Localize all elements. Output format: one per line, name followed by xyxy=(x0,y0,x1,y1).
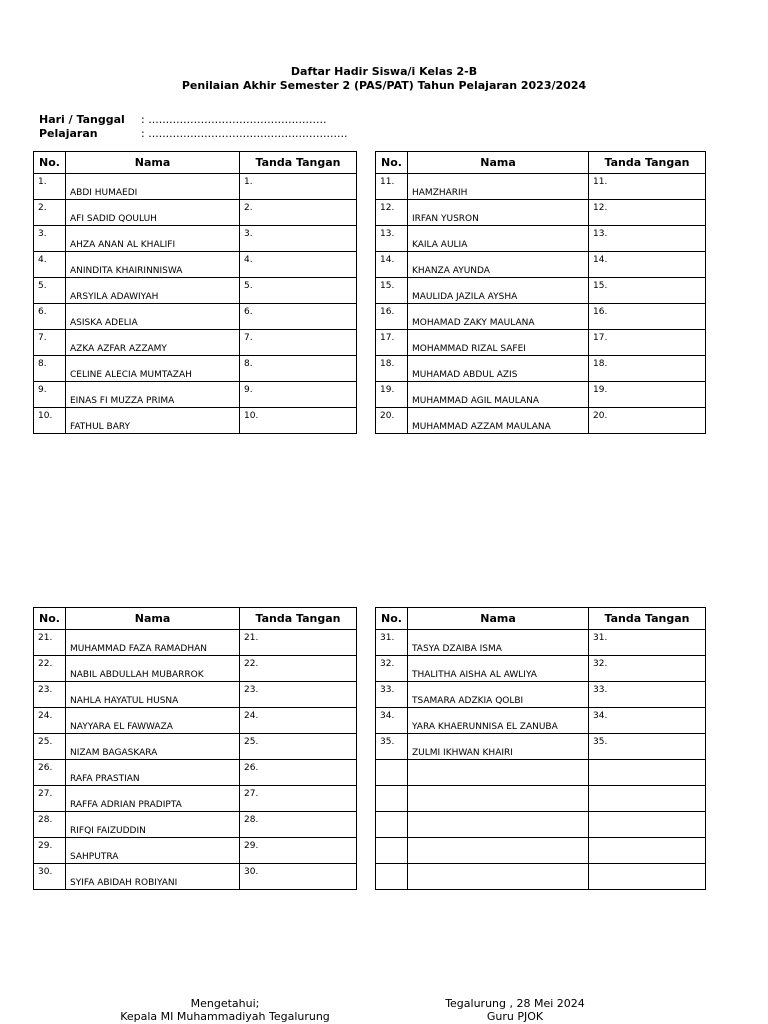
row-number: 9. xyxy=(34,382,66,408)
table-row xyxy=(376,356,706,382)
student-name: TSAMARA ADZKIA QOLBI xyxy=(408,682,589,708)
table-row xyxy=(34,174,357,200)
student-name: RAFA PRASTIAN xyxy=(66,760,240,786)
student-name: NAHLA HAYATUL HUSNA xyxy=(66,682,240,708)
table-row xyxy=(376,760,706,786)
table-row xyxy=(34,252,357,278)
column-header-no: No. xyxy=(34,608,66,630)
row-number: 7. xyxy=(34,330,66,356)
signature-cell: 26. xyxy=(240,760,357,786)
subject-line xyxy=(39,127,348,140)
table-row xyxy=(34,682,357,708)
footer-acknowledged-label: Mengetahui; xyxy=(190,997,260,1010)
column-header-no: No. xyxy=(376,152,408,174)
signature-cell: 18. xyxy=(589,356,706,382)
student-name: ARSYILA ADAWIYAH xyxy=(66,278,240,304)
student-name xyxy=(408,838,589,864)
student-name: NABIL ABDULLAH MUBARROK xyxy=(66,656,240,682)
signature-cell xyxy=(589,760,706,786)
signature-cell: 7. xyxy=(240,330,357,356)
signature-cell: 17. xyxy=(589,330,706,356)
table-row xyxy=(34,304,357,330)
column-header-name: Nama xyxy=(66,152,240,174)
table-row xyxy=(34,408,357,434)
row-number: 32. xyxy=(376,656,408,682)
table-row xyxy=(34,278,357,304)
day-date-line xyxy=(39,113,327,126)
row-number: 33. xyxy=(376,682,408,708)
subject-label: Pelajaran xyxy=(39,127,98,140)
row-number: 25. xyxy=(34,734,66,760)
signature-cell: 33. xyxy=(589,682,706,708)
day-date-label: Hari / Tanggal xyxy=(39,113,125,126)
row-number: 28. xyxy=(34,812,66,838)
table-row xyxy=(376,226,706,252)
table-row xyxy=(34,708,357,734)
column-header-signature: Tanda Tangan xyxy=(240,608,357,630)
student-name: MAULIDA JAZILA AYSHA xyxy=(408,278,589,304)
signature-cell: 2. xyxy=(240,200,357,226)
row-number: 23. xyxy=(34,682,66,708)
table-row xyxy=(376,630,706,656)
row-number: 16. xyxy=(376,304,408,330)
day-date-value: : ................................................... xyxy=(141,113,327,126)
table-row xyxy=(376,812,706,838)
row-number: 19. xyxy=(376,382,408,408)
signature-cell: 22. xyxy=(240,656,357,682)
signature-cell: 3. xyxy=(240,226,357,252)
row-number: 34. xyxy=(376,708,408,734)
student-name: KAILA AULIA xyxy=(408,226,589,252)
subject-value: : ......................................................... xyxy=(141,127,348,140)
signature-cell: 28. xyxy=(240,812,357,838)
signature-cell: 32. xyxy=(589,656,706,682)
student-name: ANINDITA KHAIRINNISWA xyxy=(66,252,240,278)
table-row xyxy=(376,708,706,734)
row-number: 11. xyxy=(376,174,408,200)
student-name: MUHAMMAD AZZAM MAULANA xyxy=(408,408,589,434)
document-title: Daftar Hadir Siswa/i Kelas 2-B xyxy=(290,65,478,78)
signature-cell: 14. xyxy=(589,252,706,278)
row-number: 15. xyxy=(376,278,408,304)
table-row xyxy=(34,786,357,812)
signature-cell: 25. xyxy=(240,734,357,760)
student-name: THALITHA AISHA AL AWLIYA xyxy=(408,656,589,682)
row-number: 2. xyxy=(34,200,66,226)
table-row xyxy=(376,330,706,356)
signature-cell: 11. xyxy=(589,174,706,200)
row-number: 30. xyxy=(34,864,66,890)
row-number xyxy=(376,838,408,864)
student-name: YARA KHAERUNNISA EL ZANUBA xyxy=(408,708,589,734)
footer-date: Tegalurung , 28 Mei 2024 xyxy=(445,997,585,1010)
table-row xyxy=(34,226,357,252)
signature-cell: 29. xyxy=(240,838,357,864)
student-name: KHANZA AYUNDA xyxy=(408,252,589,278)
column-header-name: Nama xyxy=(408,152,589,174)
signature-cell: 13. xyxy=(589,226,706,252)
table-row xyxy=(376,252,706,278)
column-header-name: Nama xyxy=(66,608,240,630)
student-name: EINAS FI MUZZA PRIMA xyxy=(66,382,240,408)
table-row xyxy=(34,760,357,786)
table-row xyxy=(34,200,357,226)
student-name: MOHAMMAD RIZAL SAFEI xyxy=(408,330,589,356)
row-number: 6. xyxy=(34,304,66,330)
signature-cell xyxy=(589,864,706,890)
attendance-table-2 xyxy=(375,151,706,434)
table-row xyxy=(376,200,706,226)
footer-acknowledgement xyxy=(110,997,340,1023)
row-number: 13. xyxy=(376,226,408,252)
column-header-signature: Tanda Tangan xyxy=(240,152,357,174)
student-name: NIZAM BAGASKARA xyxy=(66,734,240,760)
row-number xyxy=(376,760,408,786)
table-row xyxy=(376,786,706,812)
signature-cell: 15. xyxy=(589,278,706,304)
student-name: AZKA AZFAR AZZAMY xyxy=(66,330,240,356)
signature-cell: 19. xyxy=(589,382,706,408)
table-row xyxy=(34,630,357,656)
signature-cell: 31. xyxy=(589,630,706,656)
signature-cell: 27. xyxy=(240,786,357,812)
table-row xyxy=(376,304,706,330)
table-row xyxy=(376,382,706,408)
row-number: 14. xyxy=(376,252,408,278)
signature-cell xyxy=(589,838,706,864)
row-number: 26. xyxy=(34,760,66,786)
signature-cell: 20. xyxy=(589,408,706,434)
student-name xyxy=(408,864,589,890)
table-row xyxy=(376,174,706,200)
row-number: 18. xyxy=(376,356,408,382)
signature-cell: 6. xyxy=(240,304,357,330)
signature-cell: 30. xyxy=(240,864,357,890)
signature-cell: 23. xyxy=(240,682,357,708)
signature-cell: 5. xyxy=(240,278,357,304)
student-name: SAHPUTRA xyxy=(66,838,240,864)
table-row xyxy=(376,408,706,434)
attendance-table-3 xyxy=(33,607,357,890)
row-number: 29. xyxy=(34,838,66,864)
student-name: ASISKA ADELIA xyxy=(66,304,240,330)
row-number: 24. xyxy=(34,708,66,734)
signature-cell: 4. xyxy=(240,252,357,278)
footer-place-date xyxy=(420,997,610,1023)
student-name: FATHUL BARY xyxy=(66,408,240,434)
table-row xyxy=(34,812,357,838)
signature-cell xyxy=(589,812,706,838)
row-number: 5. xyxy=(34,278,66,304)
signature-cell xyxy=(589,786,706,812)
row-number xyxy=(376,786,408,812)
student-name: NAYYARA EL FAWWAZA xyxy=(66,708,240,734)
row-number: 1. xyxy=(34,174,66,200)
student-name: MOHAMAD ZAKY MAULANA xyxy=(408,304,589,330)
student-name xyxy=(408,786,589,812)
signature-cell: 16. xyxy=(589,304,706,330)
table-row xyxy=(376,278,706,304)
row-number: 8. xyxy=(34,356,66,382)
table-row xyxy=(376,864,706,890)
row-number xyxy=(376,812,408,838)
table-row xyxy=(376,656,706,682)
signature-cell: 10. xyxy=(240,408,357,434)
signature-cell: 35. xyxy=(589,734,706,760)
column-header-signature: Tanda Tangan xyxy=(589,608,706,630)
row-number: 4. xyxy=(34,252,66,278)
student-name: AFI SADID QOULUH xyxy=(66,200,240,226)
student-name: SYIFA ABIDAH ROBIYANI xyxy=(66,864,240,890)
student-name: ZULMI IKHWAN KHAIRI xyxy=(408,734,589,760)
row-number: 31. xyxy=(376,630,408,656)
student-name: MUHAMMAD FAZA RAMADHAN xyxy=(66,630,240,656)
signature-cell: 9. xyxy=(240,382,357,408)
row-number: 10. xyxy=(34,408,66,434)
table-row xyxy=(34,864,357,890)
student-name: HAMZHARIH xyxy=(408,174,589,200)
signature-cell: 12. xyxy=(589,200,706,226)
row-number xyxy=(376,864,408,890)
signature-cell: 1. xyxy=(240,174,357,200)
column-header-no: No. xyxy=(34,152,66,174)
student-name: IRFAN YUSRON xyxy=(408,200,589,226)
row-number: 17. xyxy=(376,330,408,356)
student-name: TASYA DZAIBA ISMA xyxy=(408,630,589,656)
column-header-no: No. xyxy=(376,608,408,630)
student-name xyxy=(408,812,589,838)
attendance-table-4 xyxy=(375,607,706,890)
table-row xyxy=(34,734,357,760)
student-name xyxy=(408,760,589,786)
student-name: RAFFA ADRIAN PRADIPTA xyxy=(66,786,240,812)
student-name: ABDI HUMAEDI xyxy=(66,174,240,200)
table-row xyxy=(34,838,357,864)
footer-teacher-title: Guru PJOK xyxy=(486,1010,544,1023)
column-header-name: Nama xyxy=(408,608,589,630)
row-number: 35. xyxy=(376,734,408,760)
signature-cell: 8. xyxy=(240,356,357,382)
table-row xyxy=(34,330,357,356)
row-number: 20. xyxy=(376,408,408,434)
student-name: MUHAMMAD AGIL MAULANA xyxy=(408,382,589,408)
table-row xyxy=(34,356,357,382)
column-header-signature: Tanda Tangan xyxy=(589,152,706,174)
table-row xyxy=(376,682,706,708)
student-name: CELINE ALECIA MUMTAZAH xyxy=(66,356,240,382)
table-row xyxy=(34,382,357,408)
student-name: MUHAMAD ABDUL AZIS xyxy=(408,356,589,382)
footer-principal-title: Kepala MI Muhammadiyah Tegalurung xyxy=(120,1010,330,1023)
student-name: RIFQI FAIZUDDIN xyxy=(66,812,240,838)
table-row xyxy=(34,656,357,682)
student-name: AHZA ANAN AL KHALIFI xyxy=(66,226,240,252)
row-number: 21. xyxy=(34,630,66,656)
document-subtitle: Penilaian Akhir Semester 2 (PAS/PAT) Tahun Pelajaran 2023/2024 xyxy=(181,79,587,92)
row-number: 12. xyxy=(376,200,408,226)
signature-cell: 34. xyxy=(589,708,706,734)
attendance-table-1 xyxy=(33,151,357,434)
signature-cell: 21. xyxy=(240,630,357,656)
table-row xyxy=(376,838,706,864)
row-number: 22. xyxy=(34,656,66,682)
row-number: 27. xyxy=(34,786,66,812)
table-row xyxy=(376,734,706,760)
signature-cell: 24. xyxy=(240,708,357,734)
row-number: 3. xyxy=(34,226,66,252)
